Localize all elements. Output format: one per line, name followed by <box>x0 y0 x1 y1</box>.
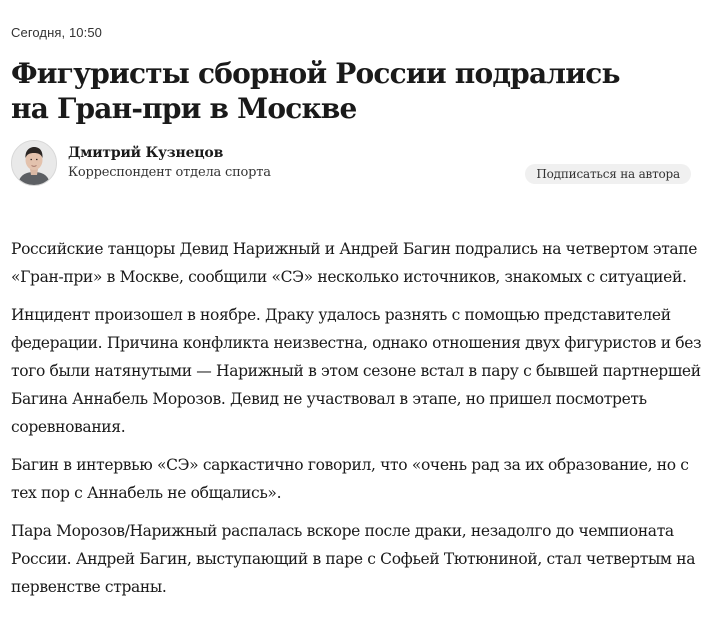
article-paragraph: Российские танцоры Девид Нарижный и Андрей Багин подрались на четвертом этапе «Гран-при» в Москве, сообщили «СЭ» несколько источников, знакомых с ситуацией. <box>11 240 698 286</box>
article-paragraph: Багин в интервью «СЭ» саркастично говорил, что «очень рад за их образование, но с тех пор с Аннабель не общались». <box>11 456 689 502</box>
person-photo-icon <box>12 141 56 185</box>
headline <box>11 56 701 126</box>
article-body <box>11 235 703 611</box>
publish-timestamp: Сегодня, 10:50 <box>11 25 102 40</box>
author-avatar[interactable] <box>11 140 57 186</box>
subscribe-author-button[interactable]: Подписаться на автора <box>525 164 691 184</box>
author-role: Корреспондент отдела спорта <box>68 165 271 180</box>
headline-line-2: на Гран-при в Москве <box>11 92 357 125</box>
headline-line-1: Фигуристы сборной России подрались <box>11 57 620 90</box>
author-name[interactable]: Дмитрий Кузнецов <box>68 145 224 161</box>
article-paragraph: Инцидент произошел в ноябре. Драку удалось разнять с помощью представителей федерации. Причина конфликта неизвестна, однако отношения двух фигуристов и без того были натянутыми — Нарижный в этом сезоне встал в пару с бывшей партнершей Багина Аннабель Морозов. Девид не участвовал в этапе, но пришел посмотреть соревнования. <box>11 306 702 436</box>
author-block <box>11 140 691 186</box>
article-paragraph: Пара Морозов/Нарижный распалась вскоре после драки, незадолго до чемпионата России. Андрей Багин, выступающий в паре с Софьей Тютюниной, стал четвертым на первенстве страны. <box>11 522 696 596</box>
